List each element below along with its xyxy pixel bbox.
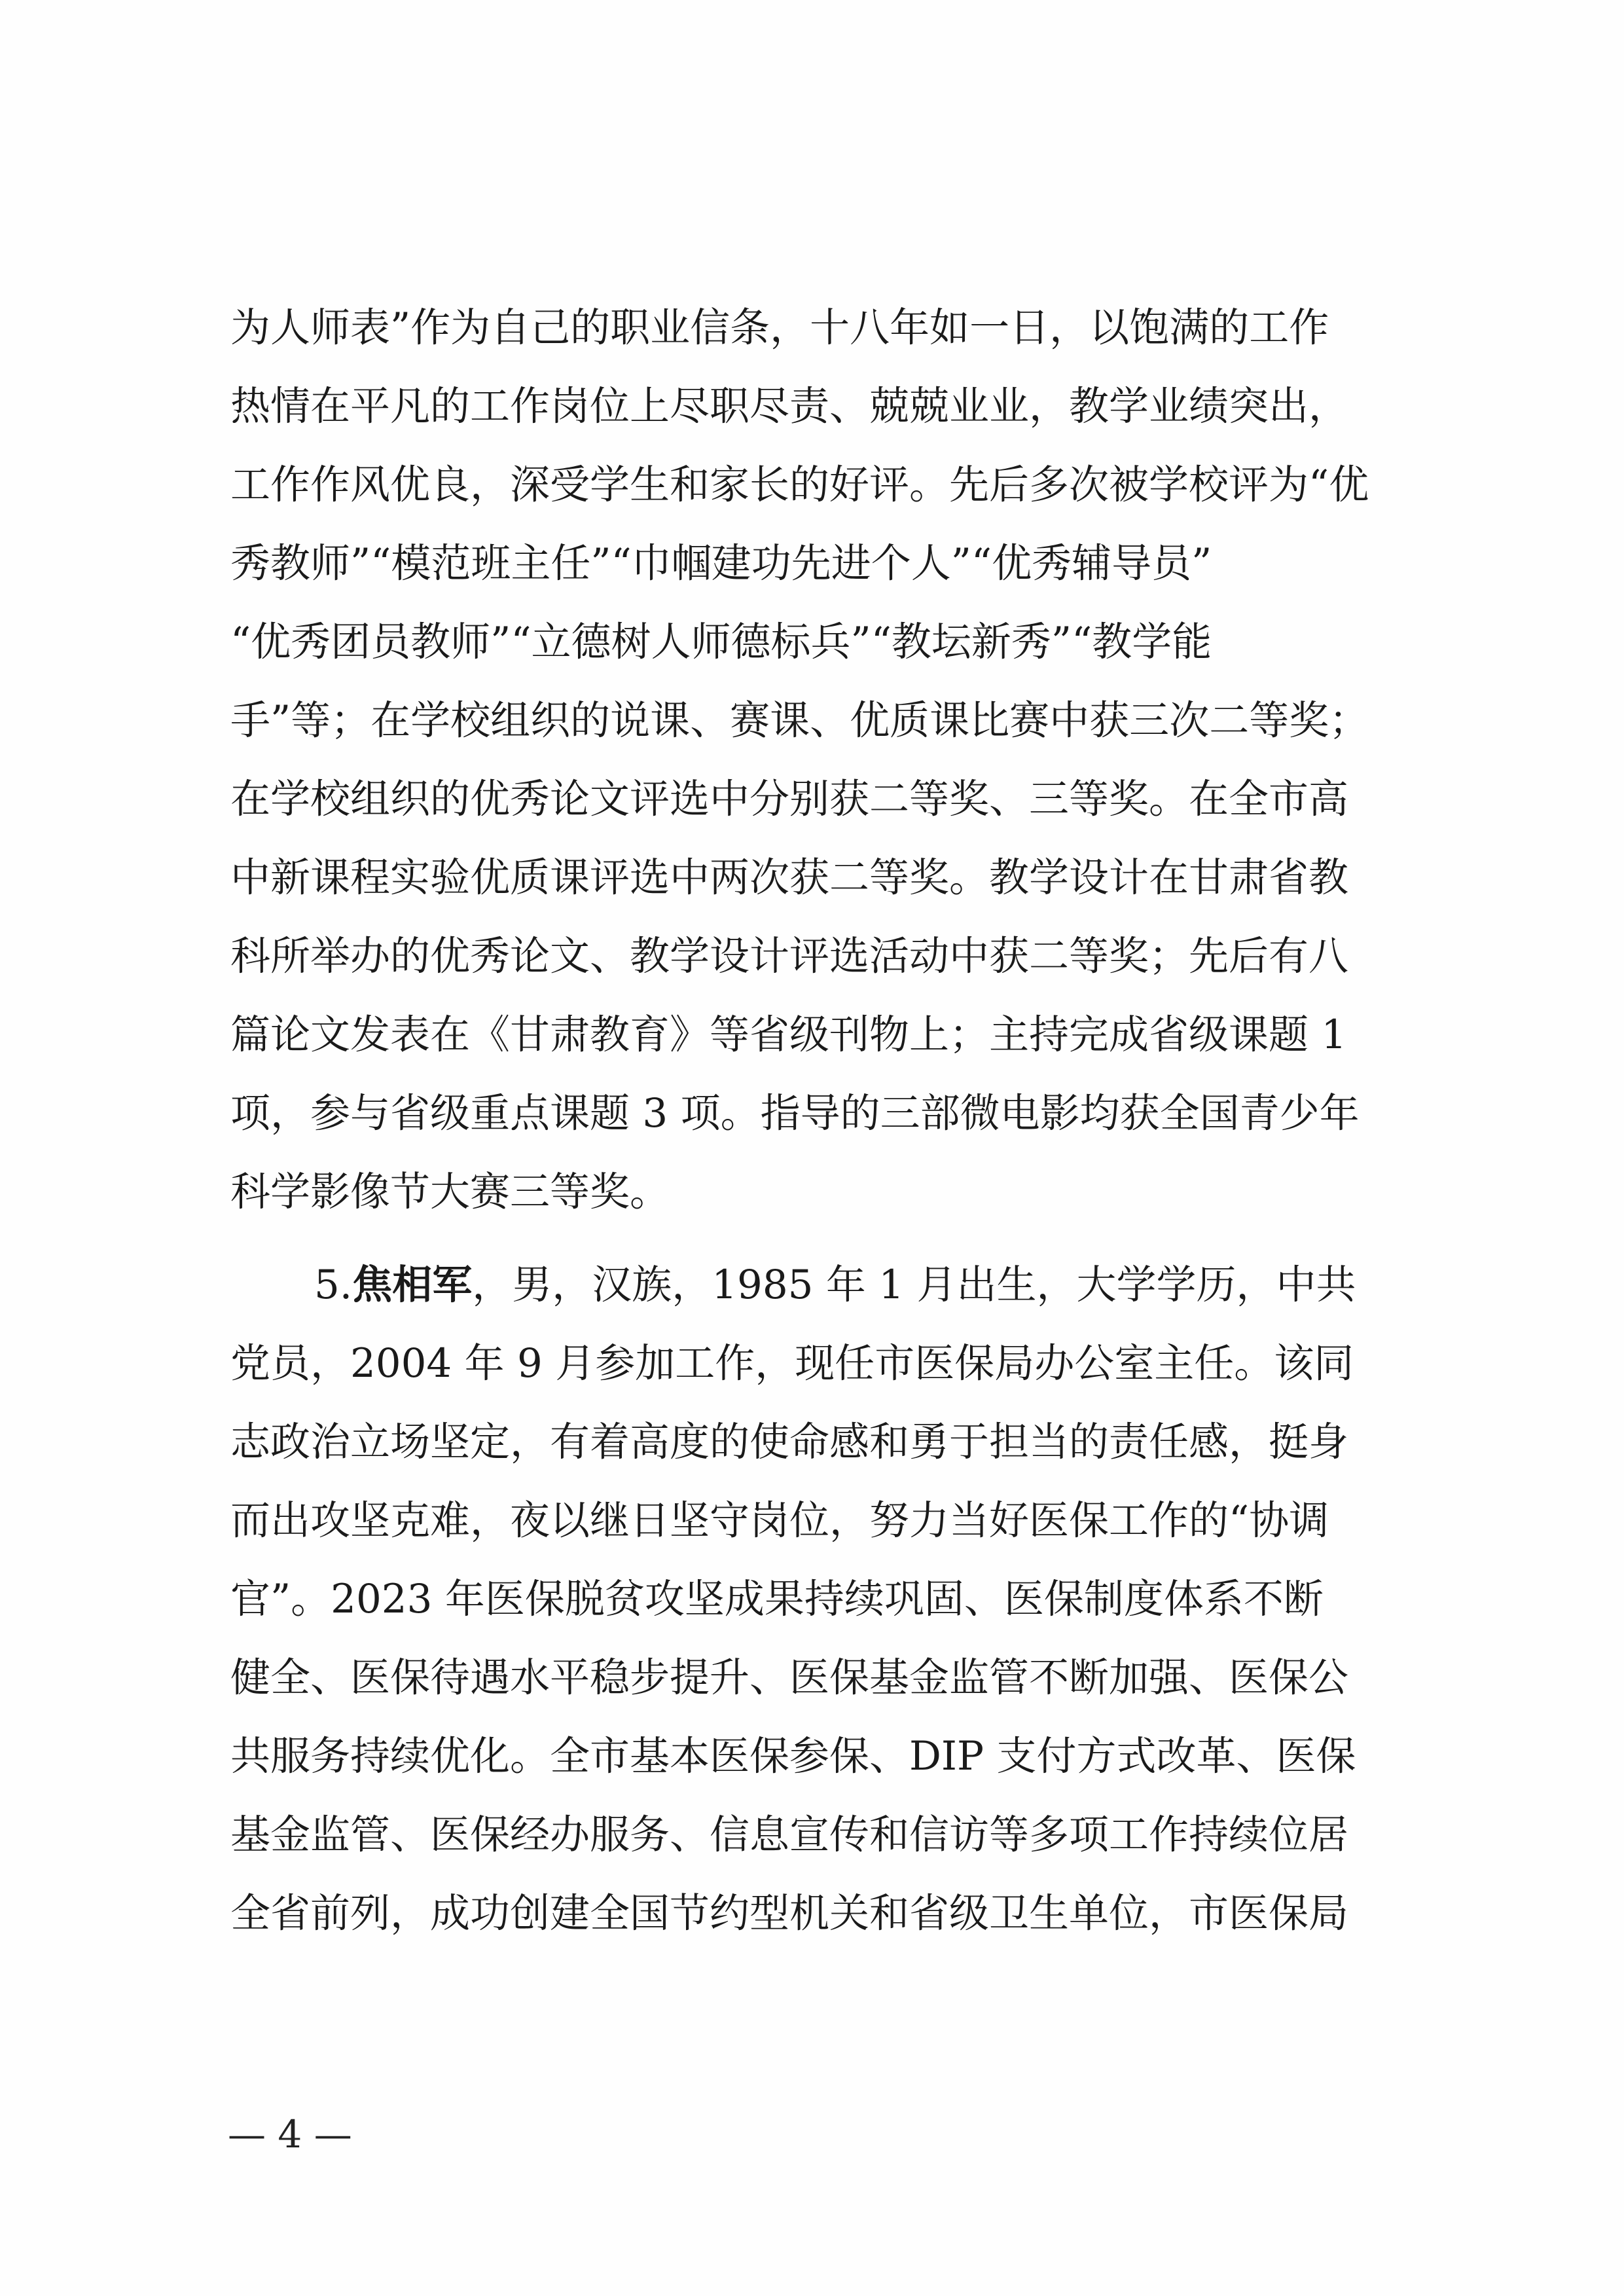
body-text-line: 秀教师”“模范班主任”“巾帼建功先进个人”“优秀辅导员” — [230, 540, 1212, 587]
body-text-line: 项，参与省级重点课题 3 项。指导的三部微电影均获全国青少年 — [230, 1090, 1360, 1137]
body-text-line: 为人师表”作为自己的职业信条，十八年如一日，以饱满的工作 — [230, 304, 1329, 351]
body-text-line: 手”等；在学校组织的说课、赛课、优质课比赛中获三次二等奖； — [230, 697, 1369, 744]
body-text-line: 热情在平凡的工作岗位上尽职尽责、兢兢业业，教学业绩突出， — [230, 383, 1349, 429]
body-text-line: 官”。2023 年医保脱贫攻坚成果持续巩固、医保制度体系不断 — [230, 1576, 1324, 1622]
body-text-line: 科学影像节大赛三等奖。 — [230, 1169, 670, 1215]
body-text-line: 健全、医保待遇水平稳步提升、医保基金监管不断加强、医保公 — [230, 1654, 1349, 1701]
body-text-line: 中新课程实验优质课评选中两次获二等奖。教学设计在甘肃省教 — [230, 854, 1349, 901]
item-number: 5. — [314, 1262, 353, 1308]
body-text-line: “优秀团员教师”“立德树人师德标兵”“教坛新秀”“教学能 — [230, 619, 1212, 665]
body-text-line: 共服务持续优化。全市基本医保参保、DIP 支付方式改革、医保 — [230, 1733, 1356, 1779]
body-text-line: 全省前列，成功创建全国节约型机关和省级卫生单位，市医保局 — [230, 1890, 1349, 1937]
person-name: 焦相军 — [352, 1262, 473, 1308]
body-text-line: 基金监管、医保经办服务、信息宣传和信访等多项工作持续位居 — [230, 1812, 1349, 1858]
body-text-line: 科所举办的优秀论文、教学设计评选活动中获二等奖；先后有八 — [230, 933, 1349, 979]
body-text-line: 篇论文发表在《甘肃教育》等省级刊物上；主持完成省级课题 1 — [230, 1011, 1347, 1058]
body-text-line: 志政治立场坚定，有着高度的使命感和勇于担当的责任感，挺身 — [230, 1419, 1349, 1465]
body-text-line: 工作作风优良，深受学生和家长的好评。先后多次被学校评为“优 — [230, 462, 1369, 508]
paragraph-5-first-line — [314, 1254, 1409, 1317]
page-number: — 4 — — [228, 2112, 352, 2157]
body-text: ，男，汉族，1985 年 1 月出生，大学学历，中共 — [472, 1262, 1356, 1308]
body-text-line: 而出攻坚克难，夜以继日坚守岗位，努力当好医保工作的“协调 — [230, 1497, 1329, 1544]
body-text-line: 在学校组织的优秀论文评选中分别获二等奖、三等奖。在全市高 — [230, 776, 1349, 822]
body-text-line: 党员，2004 年 9 月参加工作，现任市医保局办公室主任。该同 — [230, 1340, 1354, 1387]
